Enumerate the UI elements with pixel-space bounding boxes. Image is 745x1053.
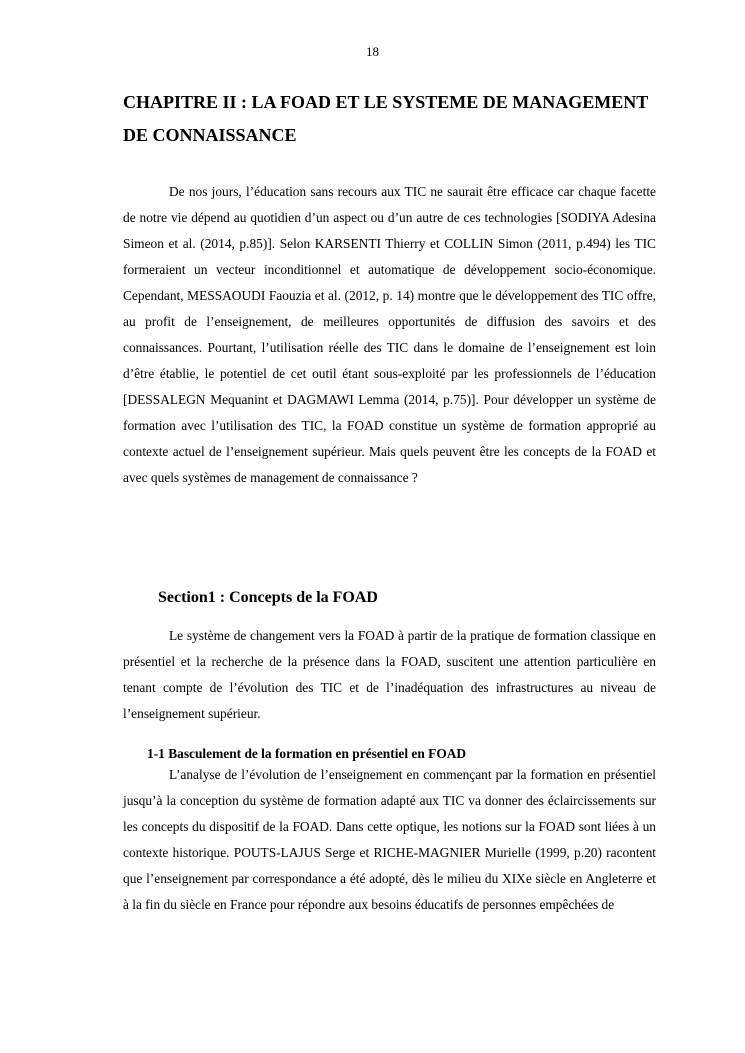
subsection-paragraph: L’analyse de l’évolution de l’enseignement en commençant par la formation en présentiel jusqu’à la conception du système de formation adapté aux TIC va donner des éclaircissements sur les concepts du dispositif de la FOAD. Dans cette optique, les notions sur la FOAD sont liées à un contexte historique. POUTS-LAJUS Serge et RICHE-MAGNIER Murielle (1999, p.20) racontent que l’enseignement par correspondance a été adopté, dès le milieu du XIXe siècle en Angleterre et à la fin du siècle en France pour répondre aux besoins éducatifs de personnes empêchées de	[123, 767, 656, 912]
intro-paragraph: De nos jours, l’éducation sans recours aux TIC ne saurait être efficace car chaque facette de notre vie dépend au quotidien d’un aspect ou d’un autre de ces technologies [SODIYA Adesina Simeon et al. (2014, p.85)]. Selon KARSENTI Thierry et COLLIN Simon (2011, p.494) les TIC formeraient un vecteur inconditionnel et automatique de développement socio-économique. Cependant, MESSAOUDI Faouzia et al. (2012, p. 14) montre que le développement des TIC offre, au profit de l’enseignement, de meilleures opportunités de diffusion des savoirs et des connaissances. Pourtant, l’utilisation réelle des TIC dans le domaine de l’enseignement est loin d’être établie, le potentiel de cet outil étant sous-exploité par les professionnels de l’éducation [DESSALEGN Mequanint et DAGMAWI Lemma (2014, p.75)]. Pour développer un système de formation avec l’utilisation des TIC, la FOAD constitue un système de formation approprié au contexte actuel de l’enseignement supérieur. Mais quels peuvent être les concepts de la FOAD et avec quels systèmes de management de connaissance ?	[123, 184, 656, 485]
section-paragraph: Le système de changement vers la FOAD à partir de la pratique de formation classique en présentiel et la recherche de la présence dans la FOAD, suscitent une attention particulière en tenant compte de l’évolution des TIC et de l’inadéquation des infrastructures au niveau de l’enseignement supérieur.	[123, 628, 656, 721]
chapter-title: CHAPITRE II : LA FOAD ET LE SYSTEME DE MANAGEMENT DE CONNAISSANCE	[123, 92, 648, 145]
section-heading: Section1 : Concepts de la FOAD	[158, 589, 378, 606]
page-number: 18	[366, 44, 379, 59]
subsection-heading: 1-1 Basculement de la formation en présentiel en FOAD	[147, 746, 467, 761]
